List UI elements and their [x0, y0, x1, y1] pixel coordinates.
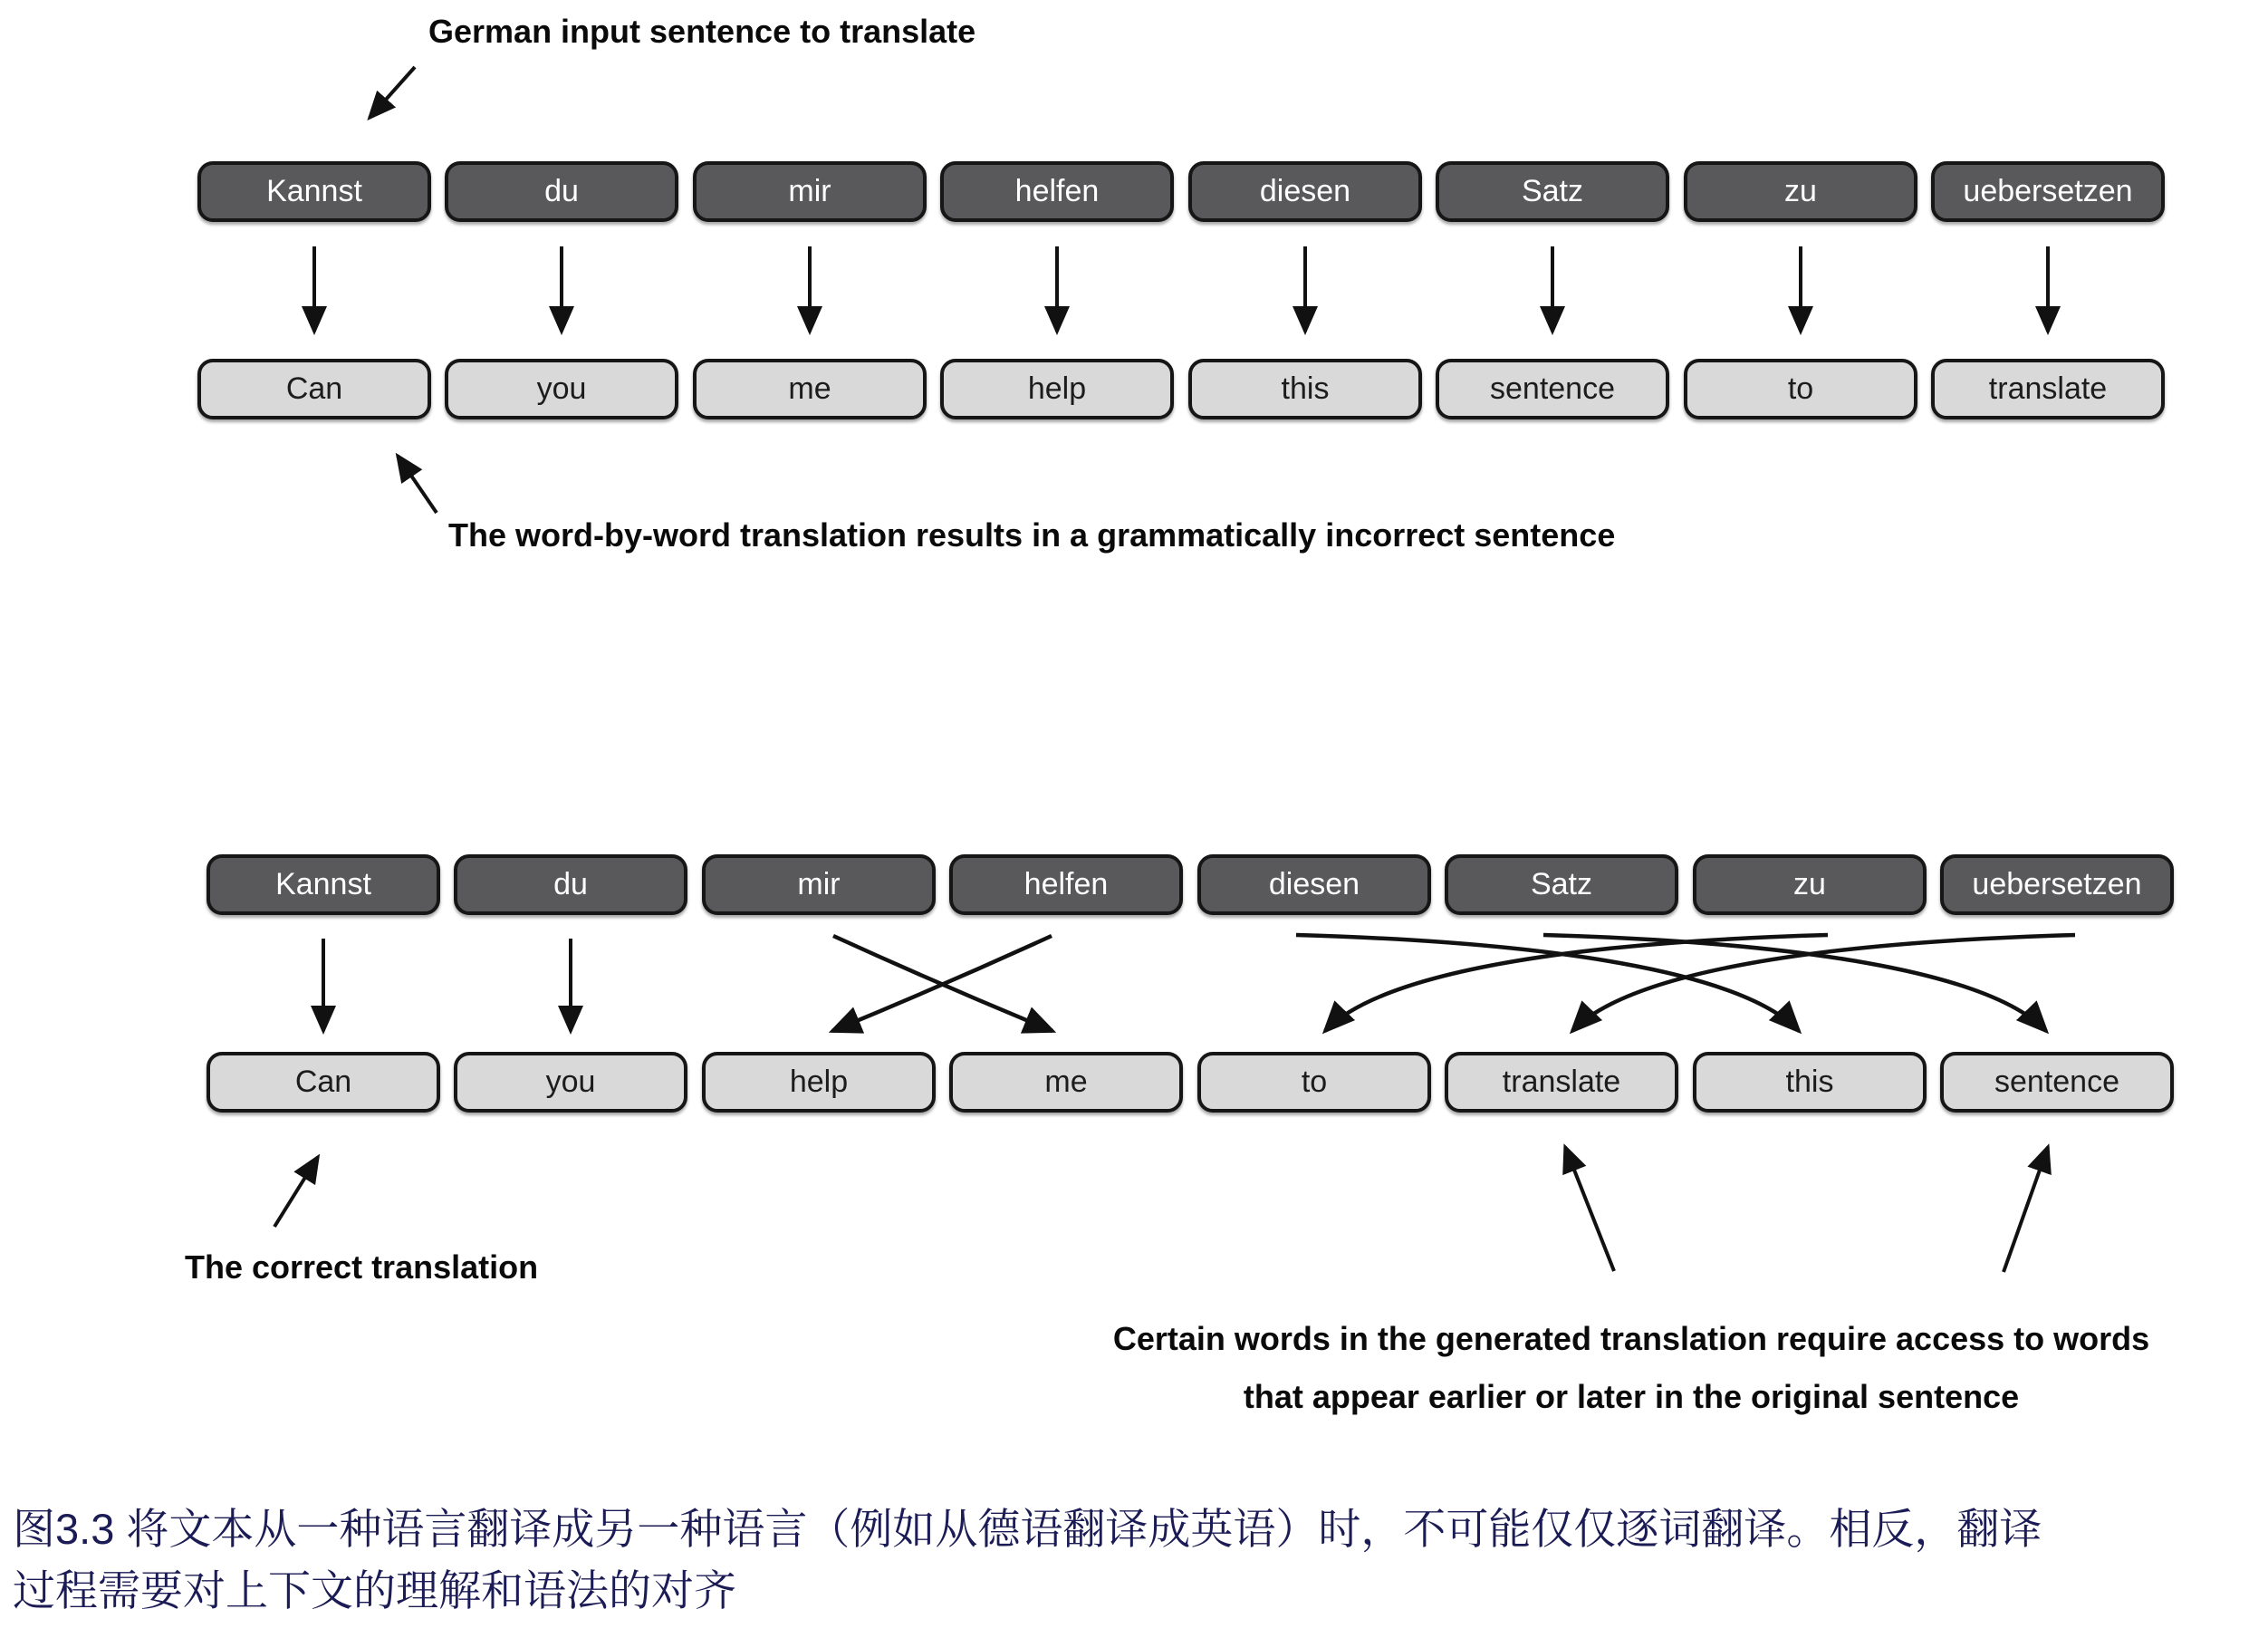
- d2-english-word-this: this: [1693, 1052, 1927, 1113]
- annotation-correct-translation: The correct translation: [185, 1248, 539, 1286]
- d1-german-word-du: du: [445, 161, 678, 222]
- callout-arrow-correct: [274, 1157, 318, 1227]
- d1-german-word-satz: Satz: [1436, 161, 1669, 222]
- d2-align-arrow-7-5: [1572, 935, 2075, 1031]
- d2-german-word-zu: zu: [1693, 854, 1927, 915]
- figure-caption-line1: 图3.3 将文本从一种语言翻译成另一种语言（例如从德语翻译成英语）时，不可能仅仅逐词翻译。相反，翻译: [13, 1505, 2042, 1553]
- annotation-german-input: German input sentence to translate: [428, 13, 976, 50]
- d2-german-word-kannst: Kannst: [207, 854, 440, 915]
- callout-arrow-incorrect: [398, 456, 437, 513]
- callout-arrow-attention-sentence: [2004, 1147, 2048, 1272]
- d1-english-word-translate: translate: [1931, 359, 2165, 419]
- d1-english-word-you: you: [445, 359, 678, 419]
- annotation-attention-context: [996, 1310, 2266, 1426]
- d2-english-word-translate: translate: [1445, 1052, 1678, 1113]
- d2-german-word-satz: Satz: [1445, 854, 1678, 915]
- d1-english-word-to: to: [1684, 359, 1917, 419]
- d2-english-word-you: you: [454, 1052, 687, 1113]
- d2-align-arrow-6-4: [1325, 935, 1828, 1031]
- d2-english-word-to: to: [1197, 1052, 1431, 1113]
- figure-caption-line2: 过程需要对上下文的理解和语法的对齐: [13, 1566, 736, 1614]
- d1-german-word-uebersetzen: uebersetzen: [1931, 161, 2165, 222]
- d2-align-arrow-5-7: [1543, 935, 2046, 1031]
- annotation-attention-line2: that appear earlier or later in the original sentence: [1243, 1378, 2020, 1415]
- d1-english-word-can: Can: [197, 359, 431, 419]
- d1-english-word-sentence: sentence: [1436, 359, 1669, 419]
- callout-arrow-german-input: [370, 67, 415, 118]
- d2-german-word-du: du: [454, 854, 687, 915]
- d1-english-word-this: this: [1188, 359, 1422, 419]
- d2-german-word-diesen: diesen: [1197, 854, 1431, 915]
- d1-german-word-helfen: helfen: [940, 161, 1174, 222]
- d1-english-word-me: me: [693, 359, 927, 419]
- d1-german-word-kannst: Kannst: [197, 161, 431, 222]
- d2-english-word-can: Can: [207, 1052, 440, 1113]
- d1-english-word-help: help: [940, 359, 1174, 419]
- d2-align-arrow-4-6: [1296, 935, 1799, 1031]
- d2-english-word-help: help: [702, 1052, 936, 1113]
- figure-caption: [13, 1498, 2261, 1622]
- d2-german-word-mir: mir: [702, 854, 936, 915]
- callout-arrow-attention-translate: [1565, 1147, 1614, 1271]
- annotation-word-by-word-incorrect: The word-by-word translation results in a grammatically incorrect sentence: [448, 516, 1616, 554]
- d1-german-word-diesen: diesen: [1188, 161, 1422, 222]
- d2-german-word-uebersetzen: uebersetzen: [1940, 854, 2174, 915]
- d2-align-arrow-3-2: [832, 936, 1052, 1031]
- annotation-attention-line1: Certain words in the generated translation require access to words: [1112, 1320, 2150, 1357]
- d2-align-arrow-2-3: [833, 936, 1052, 1031]
- d1-german-word-mir: mir: [693, 161, 927, 222]
- d2-german-word-helfen: helfen: [949, 854, 1183, 915]
- d1-german-word-zu: zu: [1684, 161, 1917, 222]
- d2-english-word-sentence: sentence: [1940, 1052, 2174, 1113]
- d2-english-word-me: me: [949, 1052, 1183, 1113]
